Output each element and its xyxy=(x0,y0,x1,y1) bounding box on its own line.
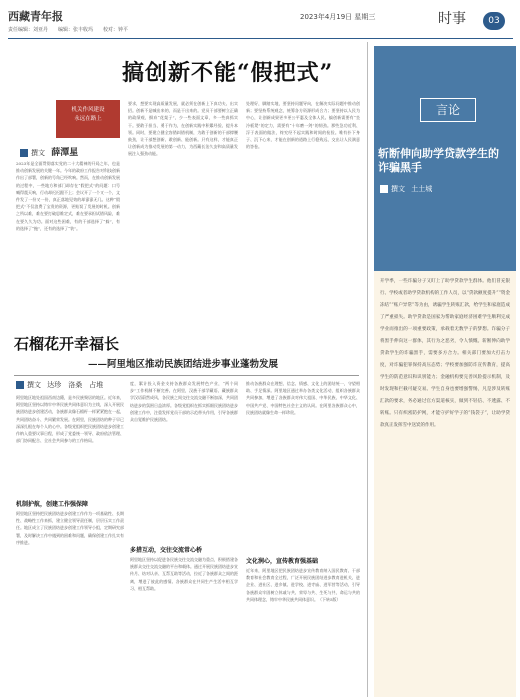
article2-headline: 石榴花开幸福长 xyxy=(14,335,120,353)
article2-col1: 阿里地区地处祖国西南边陲，是多民族聚居的地区。近年来，阿里地区坚持以铸牢中华民族共同体意识为主线，深入开展民族团结进步创建活动，各族群众像石榴籽一样紧紧抱在一起，共同团结奋斗、共同繁荣发展。在阿里，民族团结的种子早已深深扎根在每个人的心中。各级党组织把民族团结进步创建工作纳入重要议事日程，形成了党委统一领导、政府依法管理、部门协同配合、全社会共同参与的工作格局。 xyxy=(16,395,124,444)
masthead xyxy=(0,0,520,42)
article2-col2b: 阿里地区坚持以促进各民族交往交流交融为重点，积极搭建各族群众交往交流交融的平台和载体。通过开展民族团结进步宣传月、结对认亲、互帮互助等活动，拉近了各族群众之间的距离，增进了彼此的感情。各族群众在共同生产生活中相互学习、相互帮助。 xyxy=(130,557,238,591)
article2-col3b: 近年来，阿里地区把民族团结进步宣传教育纳入国民教育、干部教育和社会教育全过程，广泛开展民族团结进步教育进机关、进企业、进社区、进乡镇、进学校、进寺庙、进军营等活动，引导各族群众牢固树立休戚与共、荣辱与共、生死与共、命运与共的共同体理念，铸牢中华民族共同体意识。（下转5版） xyxy=(246,568,360,602)
pen-icon xyxy=(16,381,24,389)
article1-headline: 搞创新不能“假把式” xyxy=(122,60,334,86)
opinion-author: 土土城 xyxy=(411,185,433,193)
article2-byline: 撰文 达珍 洛桑 占堆 xyxy=(16,380,103,390)
pen-icon xyxy=(380,185,388,193)
article2-col1b: 阿里地区坚持把民族团结进步创建工作作为一项基础性、长期性、战略性工作来抓，建立健全领导责任制，层层压实工作责任。地区成立了民族团结进步创建工作领导小组，定期研究部署，及时解决工作中遇到的困难和问题，确保创建工作扎实有序推进。 xyxy=(16,511,124,545)
article2-subhead-3: 文化润心，宣传教育强基础 xyxy=(246,558,319,565)
article2-rule xyxy=(14,375,359,376)
opinion-byline: 撰文 土土城 xyxy=(380,184,432,194)
newspaper-brand: 西藏青年报 xyxy=(8,10,63,23)
article2-col2: 度，累计投入资金支持各族群众发展特色产业，“两个同步”工作机制不断完善。在阿里，汉族干部学藏语、藏族群众学汉语蔚然成风，各民族之间交往交流交融不断加深，共同团结进步的氛围日益浓厚。各级党组织在抓实抓细民族团结进步创建工作中，注重发挥党员干部的示范带头作用，引导各族群众自觉维护民族团结。 xyxy=(130,381,238,423)
article1-col2: 要求，想要实现高质量发展，就必须在创新上下真功夫、出实招。创新不是喊出来的，而是干出来的。党员干部要树立正确的政绩观，摒弃“花架子”，少一些表面文章，多一些真抓实干。要敢于担当、勇于作为，在创新实践中积累经验、提升本领。同时，要建立健全容错纠错机制，为敢于创新的干部撑腰鼓劲，让干部想创新、敢创新、能创新。只有这样，才能真正让创新成为推动发展的第一动力，为西藏长治久安和高质量发展注入强劲动能。 xyxy=(128,101,238,157)
article2-subhead-2: 多措互动，交往交流常心桥 xyxy=(130,547,203,554)
article2-col3: 推动各族群众在理想、信念、情感、文化上的团结统一，守望相助、手足情深。阿里地区通过举办各类文化活动，组织各族群众共同参加，增进了各族群众对伟大祖国、中华民族、中华文化、中国共产党、中国特色社会主义的认同。在阿里各族群众心中，民族团结就像生命一样珍贵。 xyxy=(246,381,360,415)
page-number: 03 xyxy=(483,12,505,30)
article2-authors: 达珍 洛桑 占堆 xyxy=(47,381,104,389)
article1-col1: 2023年是全面贯彻落实党的二十大精神的开局之年，也是推动创新发展的关键一年。今年的政府工作报告对科技创新作出了部署，创新的号角已经吹响。然而，在推动创新发展的过程中，一些地方和部门却存在“假把式”的问题：口号喊得震天响，行动却迟迟跟不上；会议开了一个又一个，文件发了一份又一份，真正落地见效的却寥寥无几。这种“假把式”不仅浪费了宝贵的资源，更贻误了发展的时机。创新之所以难，难在要打破思维定式，难在要承担试错风险，难在要久久为功。面对这些困难，有的干部选择了“躲”，有的选择了“拖”，还有的选择了“装”。 xyxy=(16,161,120,231)
article1-byline: 撰文 薛潭星 xyxy=(20,145,78,158)
header-rule xyxy=(8,38,513,39)
edition-info: 责任编辑：刘亚丹 编辑：张丰收玛 校对：钟平 xyxy=(8,27,129,33)
article2-subhead-1: 机制护航，创建工作强保障 xyxy=(16,501,89,508)
opinion-headline: 斩断伸向助学贷款学生的诈骗黑手 xyxy=(378,147,499,174)
article1-stamp: 机关作风建设 永远在路上 xyxy=(56,100,120,138)
section-name: 时事 xyxy=(438,11,466,27)
article1-author: 薛潭星 xyxy=(51,148,79,158)
column-divider xyxy=(367,42,368,697)
article1-col3: 处理好，脚踏实地，要坚持问题导向，在解决实际问题中推动创新；要坚持系统观念，统筹各方资源形成合力；要坚持以人民为中心，让创新成果更多更公平惠及全体人民。搞创新需要有“坐冷板凳”的定力，需要有“十年磨一剑”的韧劲。那些急功近利、浮于表面的做法，终究经不起实践和时间的检验。唯有扑下身子、沉下心来，才能在创新的道路上行稳致远，交出让人民满意的答卷。 xyxy=(246,101,360,150)
pen-icon xyxy=(20,149,28,157)
issue-date: 2023年4月19日 星期三 xyxy=(300,13,376,21)
opinion-body: 开学季，一些诈骗分子又盯上了助学贷款学生群体。他们冒充银行、学校或者助学贷款机构的工作人员，以“贷款额度提升”“资金冻结”“账户异常”等为由，诱骗学生转账汇款，给学生和家庭造成了严重损失。助学贷款是国家为帮助家庭经济困难学生顺利完成学业而推出的一项重要政策，承载着无数学子的梦想。诈骗分子将黑手伸向这一群体，其行为之恶劣，令人愤慨。斩断伸向助学贷款学生的诈骗黑手，需要多方合力。相关部门要加大打击力度，对诈骗犯罪保持高压态势；学校要加强防诈宣传教育，提高学生的防范意识和识别能力；金融机构要完善风险提示机制，及时发现和拦截可疑交易。学生自身也要增强警惕，凡是涉及转账汇款的要求，务必通过官方渠道核实，做到不轻信、不透露、不转账。只有织密防护网，才能守护好学子的“钱袋子”，让助学贷款真正发挥雪中送炭的作用。 xyxy=(380,279,510,428)
article2-subtitle: ——阿里地区推动民族团结进步事业蓬勃发展 xyxy=(88,359,279,370)
opinion-label: 言论 xyxy=(420,98,476,122)
